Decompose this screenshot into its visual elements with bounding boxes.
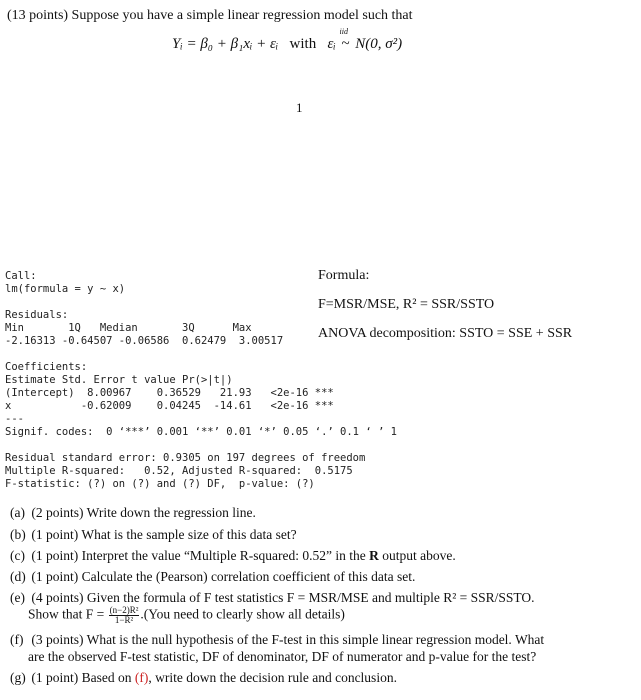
coefficients-header: Estimate Std. Error t value Pr(>|t|) [5,374,233,386]
question-f-line1: (3 points) What is the null hypothesis of the F-test in this simple linear regression model. What [31,632,545,647]
question-d-text: (1 point) Calculate the (Pearson) correlation coefficient of this data set. [31,569,416,584]
model-equation [172,27,403,53]
iid-label: iid [339,27,348,36]
coef-row-x: x -0.62009 0.04245 -14.61 <2e-16 *** [5,400,334,412]
formula-anova: ANOVA decomposition: SSTO = SSE + SSR [318,326,573,341]
signif-codes: Signif. codes: 0 ‘***’ 0.001 ‘**’ 0.01 ‘*’ 0.05 ‘.’ 0.1 ‘ ’ 1 [5,426,397,438]
residuals-values: -2.16313 -0.64507 -0.06586 0.62479 3.00517 [5,335,284,347]
question-a-text: (2 points) Write down the regression line. [31,505,256,520]
question-d-label: (d) [10,569,26,584]
model-with: with [289,36,317,52]
fraction [109,606,140,625]
r-squared: Multiple R-squared: 0.52, Adjusted R-squared: 0.5175 [5,465,353,477]
question-e-line2 [28,606,345,625]
residuals-label: Residuals: [5,309,69,321]
page-number: 1 [296,100,303,115]
question-c-bold: R [369,548,379,563]
question-g-text-post: , write down the decision rule and conclusion. [148,670,397,685]
question-f-line2: are the observed F-test statistic, DF of denominator, DF of numerator and p-value for the test? [28,649,537,664]
question-c-label: (c) [10,548,25,563]
question-c-text-pre: (1 point) Interpret the value “Multiple R-squared: 0.52” in the [31,548,370,563]
question-b-label: (b) [10,527,26,542]
fraction-numerator: (n−2)R² [109,605,139,615]
call-label: Call: [5,270,37,282]
formula-f: F=MSR/MSE, R² = SSR/SSTO [318,297,495,312]
question-e-line2-post: .(You need to clearly show all details) [140,606,345,622]
question-a-label: (a) [10,505,25,520]
question-g-ref-link[interactable]: (f) [134,670,149,685]
question-c [10,548,456,564]
residual-std-error: Residual standard error: 0.9305 on 197 degrees of freedom [5,452,366,464]
coef-row-intercept: (Intercept) 8.00967 0.36529 21.93 <2e-16 *** [5,387,334,399]
question-e-line1: (4 points) Given the formula of F test statistics F = MSR/MSE and multiple R² = SSR/SSTO. [31,590,535,605]
coefficients-label: Coefficients: [5,361,88,373]
question-b [10,527,297,543]
question-e-label: (e) [10,590,25,605]
formula-label: Formula: [318,268,370,283]
model-distribution: N(0, σ²) [355,36,403,52]
residuals-header: Min 1Q Median 3Q Max [5,322,252,334]
problem-intro: (13 points) Suppose you have a simple linear regression model such that [7,8,413,23]
tilde-symbol: ~ [341,36,350,52]
model-error: εᵢ [327,36,336,52]
question-f [10,632,544,648]
question-e [10,590,535,606]
model-lhs: Yᵢ = β₀ + β₁xᵢ + εᵢ [172,36,279,52]
dashes: --- [5,413,24,425]
question-d [10,569,415,585]
question-g-label: (g) [10,670,26,685]
question-f-label: (f) [10,632,24,647]
question-g-text-pre: (1 point) Based on [31,670,135,685]
question-a [10,505,256,521]
question-e-line2-pre: Show that F = [28,606,108,622]
question-c-text-post: output above. [378,548,456,563]
question-b-text: (1 point) What is the sample size of this data set? [31,527,297,542]
call-text: lm(formula = y ~ x) [5,283,126,295]
f-statistic: F-statistic: (?) on (?) and (?) DF, p-value: (?) [5,478,315,490]
fraction-denominator: 1−R² [114,615,134,625]
question-g [10,670,397,686]
